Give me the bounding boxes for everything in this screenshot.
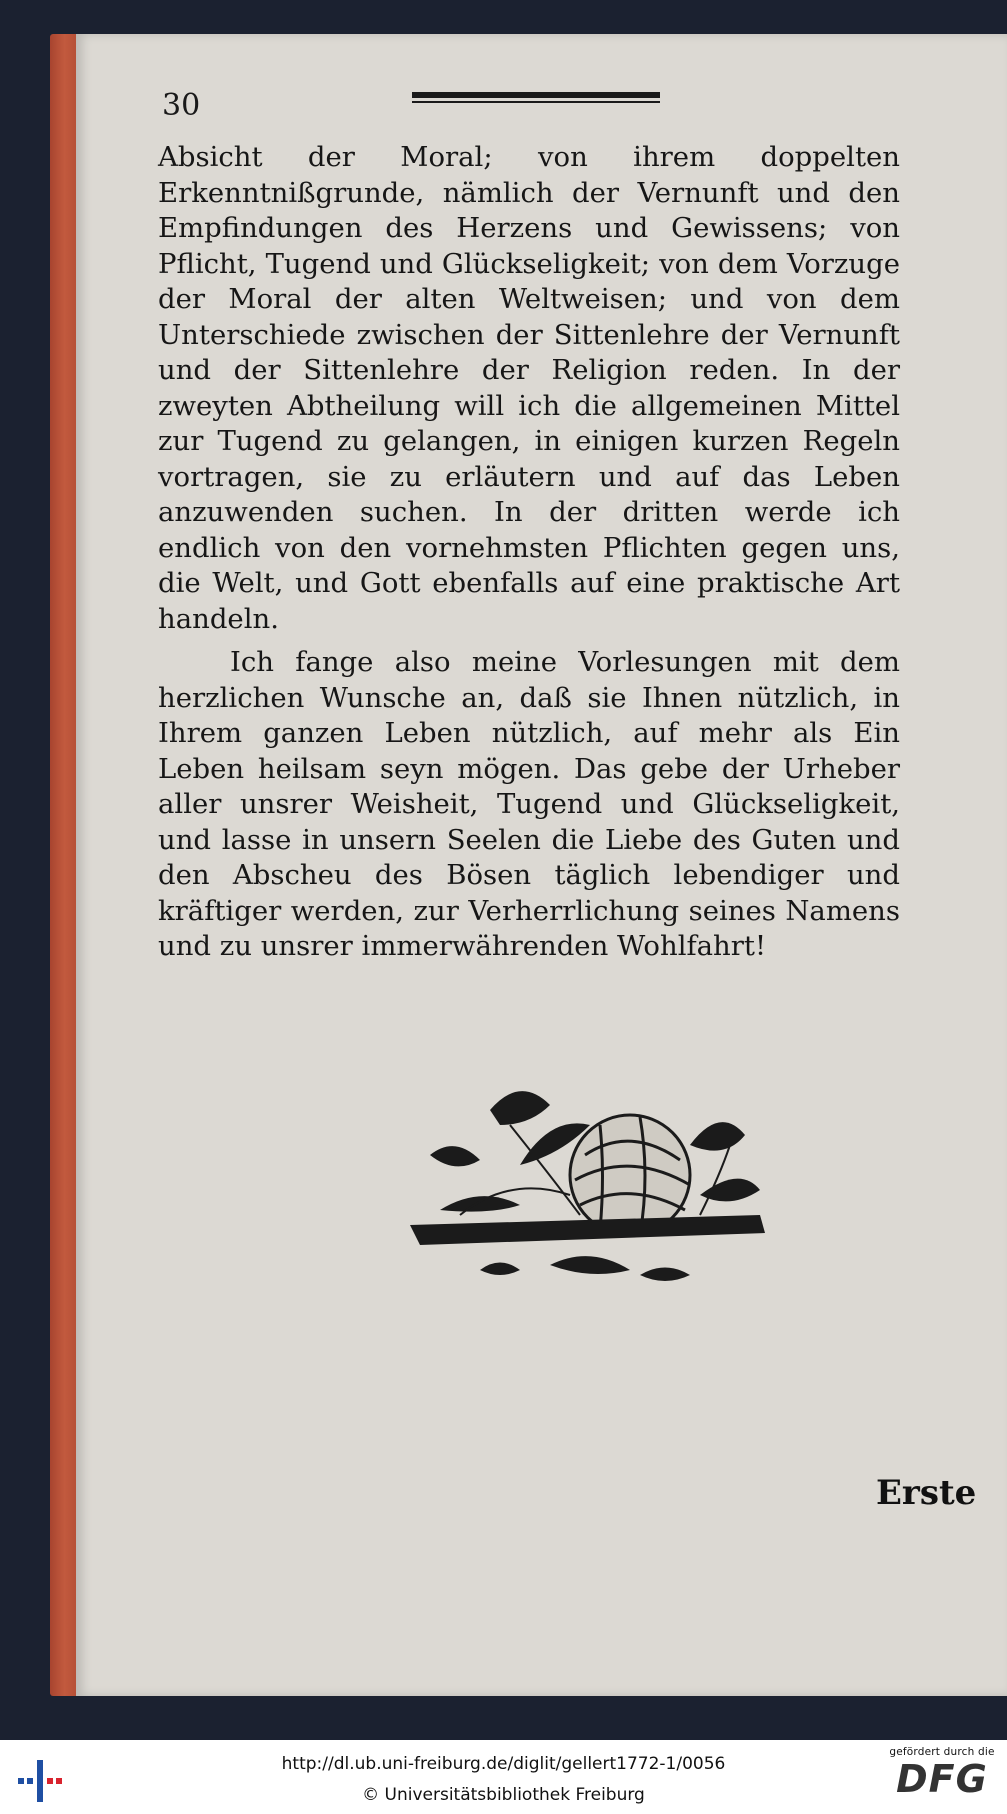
paragraph-1: Absicht der Moral; von ihrem doppelten Erkenntnißgrunde, nämlich der Vernunft und den Empfindungen des Herzens und Gewissens; von Pflicht, Tugend und Glückseligkeit; von dem Vorzuge der Moral der alten Weltweisen; und von dem Unterschiede zwischen der Sittenlehre der Vernunft und der Sittenlehre der Religion reden. In der zweyten Abtheilung will ich die allgemeinen Mittel zur Tugend zu gelangen, in einigen kurzen Regeln vortragen, sie zu erläutern und auf das Leben anzuwenden suchen. In der dritten werde ich endlich von den vornehmsten Pflichten gegen uns, die Welt, und Gott ebenfalls auf eine praktische Art handeln. [158, 141, 900, 635]
permalink[interactable]: http://dl.ub.uni-freiburg.de/diglit/gellert1772-1/0056 [281, 1754, 726, 1774]
sponsor-note: gefördert durch die [889, 1746, 995, 1758]
catchword: Erste [876, 1473, 977, 1513]
header-rule [412, 92, 660, 108]
copyright: © Universitätsbibliothek Freiburg [362, 1785, 645, 1805]
paragraph-2: Ich fange also meine Vorlesungen mit dem herzlichen Wunsche an, daß sie Ihnen nützlich, in Ihrem ganzen Leben nützlich, auf mehr als Ein Leben heilsam seyn mögen. Das gebe der Urheber aller unsrer Weisheit, Tugend und Glückseligkeit, und lasse in unsern Seelen die Liebe des Guten und den Abscheu des Bösen täglich lebendiger und kräftiger werden, zur Verherrlichung seines Namens und zu unsrer immerwährenden Wohlfahrt! [158, 646, 900, 962]
woodcut-ornament [400, 1065, 780, 1315]
dfg-mark: DFG [896, 1757, 988, 1801]
body-text [158, 140, 900, 965]
page-number: 30 [162, 88, 201, 123]
footer-bar [0, 1740, 1007, 1814]
dfg-logo [887, 1746, 997, 1810]
